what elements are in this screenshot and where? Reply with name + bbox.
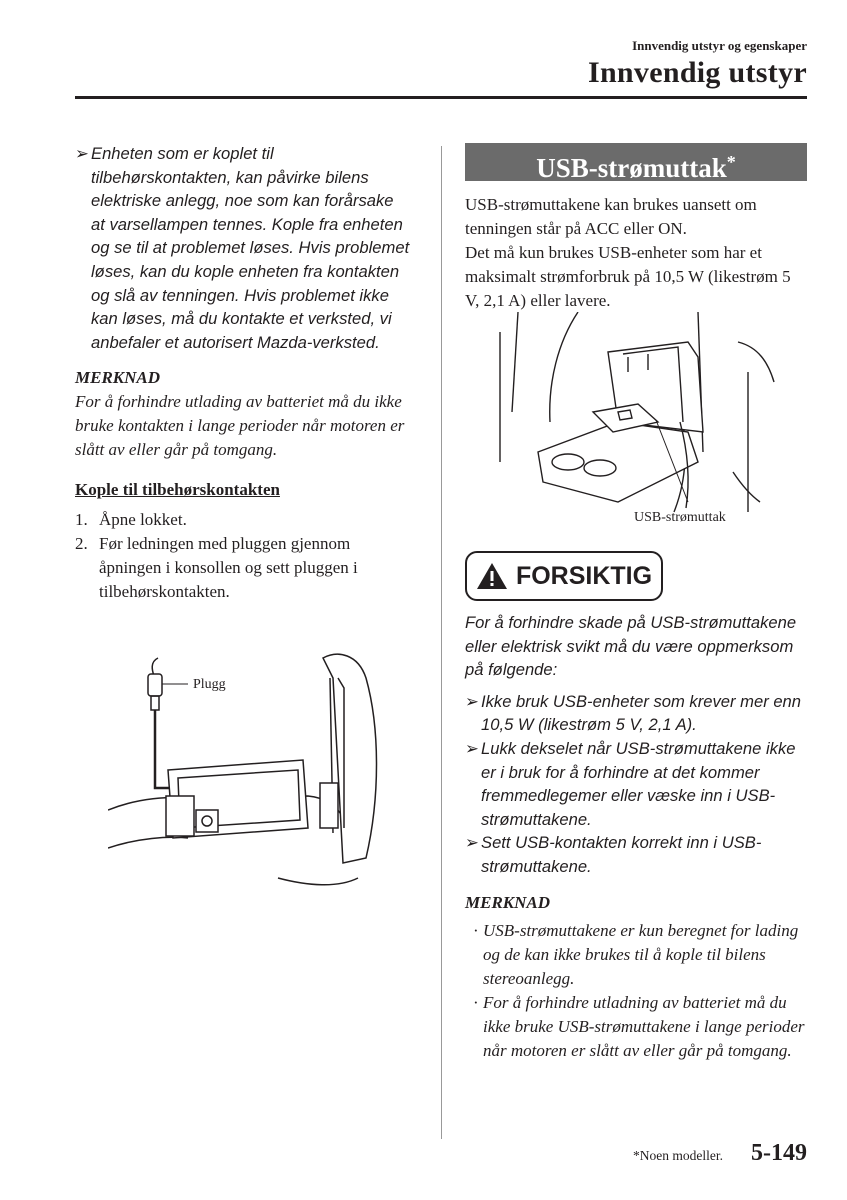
arrow-bullet-icon: ➢ [465, 738, 479, 758]
usb-section-title: USB-strømuttak* [465, 143, 807, 181]
caution-intro: For å forhindre skade på USB-strømuttakene eller elektrisk svikt må du være oppmerksom på følgende: [465, 613, 797, 680]
warning-triangle-icon [476, 562, 508, 590]
plug-illustration [108, 648, 388, 898]
left-column [75, 142, 410, 604]
arrow-bullet-icon: ➢ [75, 144, 89, 163]
caution-box [465, 551, 663, 601]
right-column [465, 142, 807, 313]
list-item: · USB-strømuttakene er kun beregnet for lading og de kan ikke brukes til å kople til bilens stereoanlegg. [473, 920, 799, 988]
column-divider [441, 146, 442, 1139]
list-item: ➢ Lukk dekselet når USB-strømuttakene ikke er i bruk for å forhindre at det kommer fremmedlegemer eller væske inn i USB-strømuttakene. [465, 738, 796, 829]
steps-list [75, 508, 410, 604]
usb-illustration [498, 312, 776, 524]
caution-bullet-list [465, 690, 807, 879]
page-number: 5-149 [751, 1140, 807, 1166]
note-heading: MERKNAD [465, 892, 551, 912]
note-list [465, 919, 807, 1063]
usb-paragraph-2: Det må kun brukes USB-enheter som har et maksimalt strømforbruk på 10,5 W (likestrøm 5 V, 2,1 A) eller lavere. [465, 243, 791, 310]
header-divider [75, 96, 807, 99]
note-heading: MERKNAD [75, 368, 161, 388]
page-title: Innvendig utstyr [587, 56, 807, 89]
caution-content [465, 611, 807, 1063]
list-item: ➢ Sett USB-kontakten korrekt inn i USB-strømuttakene. [465, 833, 762, 876]
list-item: ➢ Ikke bruk USB-enheter som krever mer enn 10,5 W (likestrøm 5 V, 2,1 A). [465, 691, 802, 735]
list-item: 2. Før ledningen med pluggen gjennom åpningen i konsollen og sett pluggen i tilbehørskontakten. [75, 534, 358, 602]
caution-label: FORSIKTIG [515, 561, 653, 590]
list-item: 1. Åpne lokket. [75, 510, 187, 530]
subheading: Kople til tilbehørskontakten [75, 480, 280, 500]
arrow-bullet-icon: ➢ [465, 691, 479, 711]
figure-label-plug: Plugg [193, 677, 226, 692]
list-item: · For å forhindre utladning av batteriet må du ikke bruke USB-strømuttakene i lange perioder når motoren er slått av eller går på tomgang. [473, 992, 805, 1060]
note-text: For å forhindre utlading av batteriet må du ikke bruke kontakten i lange perioder når motoren er slått av eller går på tomgang. [75, 392, 405, 460]
warning-bullet-list [75, 142, 410, 354]
usb-paragraph-1: USB-strømuttakene kan brukes uansett om tenningen står på ACC eller ON. [465, 195, 757, 238]
arrow-bullet-icon: ➢ [465, 833, 479, 853]
footnote: *Noen modeller. [633, 1148, 723, 1163]
section-header: Innvendig utstyr og egenskaper [632, 38, 807, 53]
figure-label-usb: USB-strømuttak [634, 510, 726, 525]
list-item: ➢ Enheten som er koplet til tilbehørskontakten, kan påvirke bilens elektriske anlegg, noe som kan forårsake at varsellampen tennes. Kople fra enheten og se til at problemet løses. Hvis problemet løses, kan du kople enheten fra kontakten og slå av tenningen. Hvis problemet ikke kan løses, må du kontakte et verksted, vi anbefaler et autorisert Mazda-verksted. [75, 144, 410, 352]
